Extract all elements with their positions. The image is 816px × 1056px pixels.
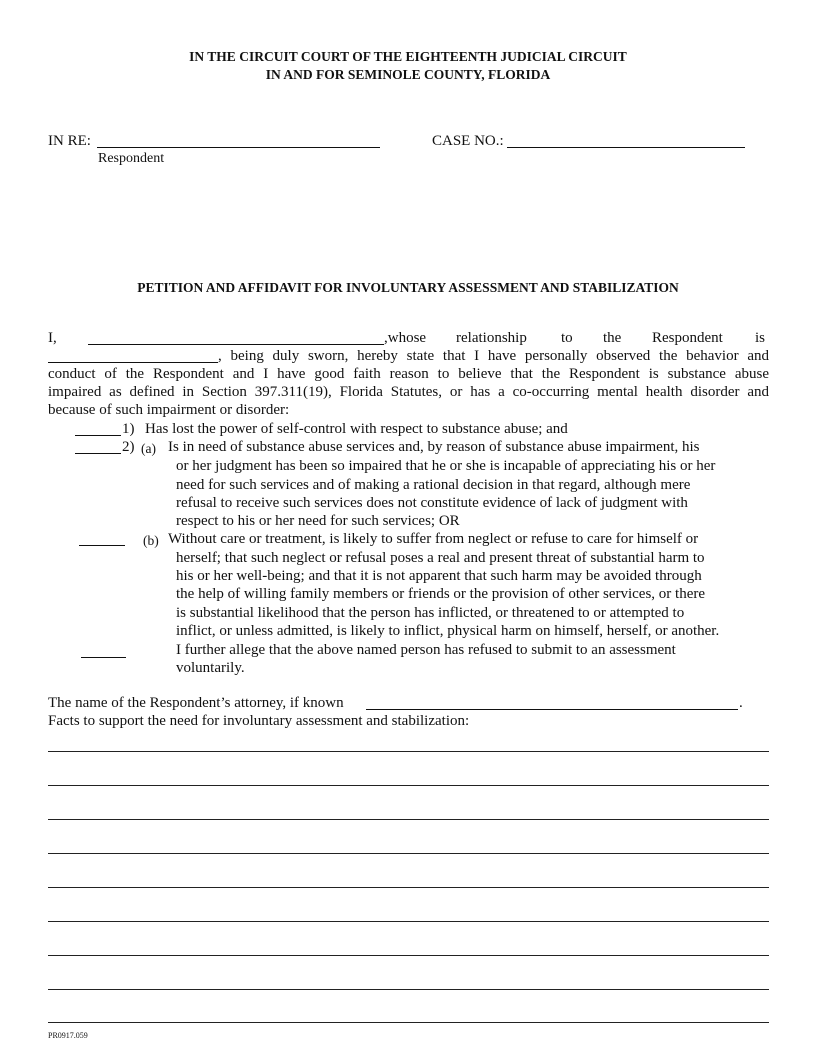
item1-number: 1): [122, 421, 135, 437]
item2b-line-1: Without care or treatment, is likely to suffer from neglect or refuse to care for himself or: [168, 531, 699, 547]
item2a-label: (a): [141, 441, 156, 456]
item2a-line-4: refusal to receive such services does not constitute evidence of lack of judgment with: [176, 495, 688, 511]
to-word: to: [561, 330, 573, 346]
item2b-label: (b): [143, 533, 159, 548]
attorney-label: The name of the Respondent’s attorney, if known: [48, 695, 344, 711]
item2b-line-6: inflict, or unless admitted, is likely to inflict, physical harm on himself, herself, or another.: [176, 623, 720, 639]
facts-line-2[interactable]: [48, 785, 769, 786]
item2b-line-3: his or her well-being; and that it is not apparent that such harm may be avoided through: [176, 568, 702, 584]
item2a-line-2: or her judgment has been so impaired that he or she is incapable of appreciating his or her: [176, 458, 716, 474]
court-header-line2: IN AND FOR SEMINOLE COUNTY, FLORIDA: [265, 67, 551, 82]
item3-line-2: voluntarily.: [176, 660, 245, 676]
facts-line-6[interactable]: [48, 921, 769, 922]
facts-line-5[interactable]: [48, 887, 769, 888]
relationship-word: relationship: [456, 330, 527, 346]
facts-line-9[interactable]: [48, 1022, 769, 1023]
item2a-line-1: Is in need of substance abuse services and, by reason of substance abuse impairment, his: [168, 439, 700, 455]
item3-line-1: I further allege that the above named person has refused to submit to an assessment: [176, 642, 676, 658]
item1-text: Has lost the power of self-control with respect to substance abuse; and: [145, 421, 568, 437]
item2a-line-5: respect to his or her need for such services; OR: [176, 513, 460, 529]
case-number-field[interactable]: [507, 147, 745, 148]
whose-text: ,whose: [384, 330, 427, 346]
case-no-label: CASE NO.:: [432, 133, 504, 149]
facts-line-8[interactable]: [48, 989, 769, 990]
the-word: the: [603, 330, 622, 346]
facts-line-3[interactable]: [48, 819, 769, 820]
item2b-line-2: herself; that such neglect or refusal poses a real and present threat of substantial harm to: [176, 550, 705, 566]
respondent-word: Respondent: [652, 330, 723, 346]
body-line-5: because of such impairment or disorder:: [48, 402, 290, 418]
facts-line-1[interactable]: [48, 751, 769, 752]
item2b-check-field[interactable]: [79, 545, 125, 546]
petitioner-i-label: I,: [48, 330, 57, 346]
respondent-name-field[interactable]: [97, 147, 380, 148]
respondent-label: Respondent: [98, 151, 165, 166]
petition-title: PETITION AND AFFIDAVIT FOR INVOLUNTARY ASSESSMENT AND STABILIZATION: [137, 280, 679, 295]
item2a-line-3: need for such services and of making a rational decision in that regard, although mere: [176, 477, 691, 493]
item3-check-field[interactable]: [81, 657, 126, 658]
item1-check-field[interactable]: [75, 435, 121, 436]
body-line-3: conduct of the Respondent and I have good faith reason to believe that the Respondent is substance abuse: [48, 366, 769, 382]
item2b-line-4: the help of willing family members or friends or the provision of other services, or there: [176, 586, 706, 602]
sworn-text: , being duly sworn, hereby state that I have personally observed the behavior and: [218, 348, 769, 364]
form-number: PR0917.059: [48, 1031, 88, 1040]
court-header-line1: IN THE CIRCUIT COURT OF THE EIGHTEENTH JUDICIAL CIRCUIT: [189, 49, 627, 64]
body-line-4: impaired as defined in Section 397.311(19), Florida Statutes, or has a co-occurring mental health disorder and: [48, 384, 769, 400]
attorney-period: .: [739, 695, 743, 711]
is-word: is: [755, 330, 766, 346]
item2-number: 2): [122, 439, 135, 455]
relationship-field[interactable]: [48, 362, 218, 363]
facts-label: Facts to support the need for involuntary assessment and stabilization:: [48, 713, 470, 729]
item2b-line-5: is substantial likelihood that the person has inflicted, or threatened to or attempted to: [176, 605, 685, 621]
attorney-name-field[interactable]: [366, 709, 738, 710]
petitioner-name-field[interactable]: [88, 344, 384, 345]
facts-line-7[interactable]: [48, 955, 769, 956]
facts-line-4[interactable]: [48, 853, 769, 854]
item2a-check-field[interactable]: [75, 453, 121, 454]
in-re-label: IN RE:: [48, 133, 91, 149]
